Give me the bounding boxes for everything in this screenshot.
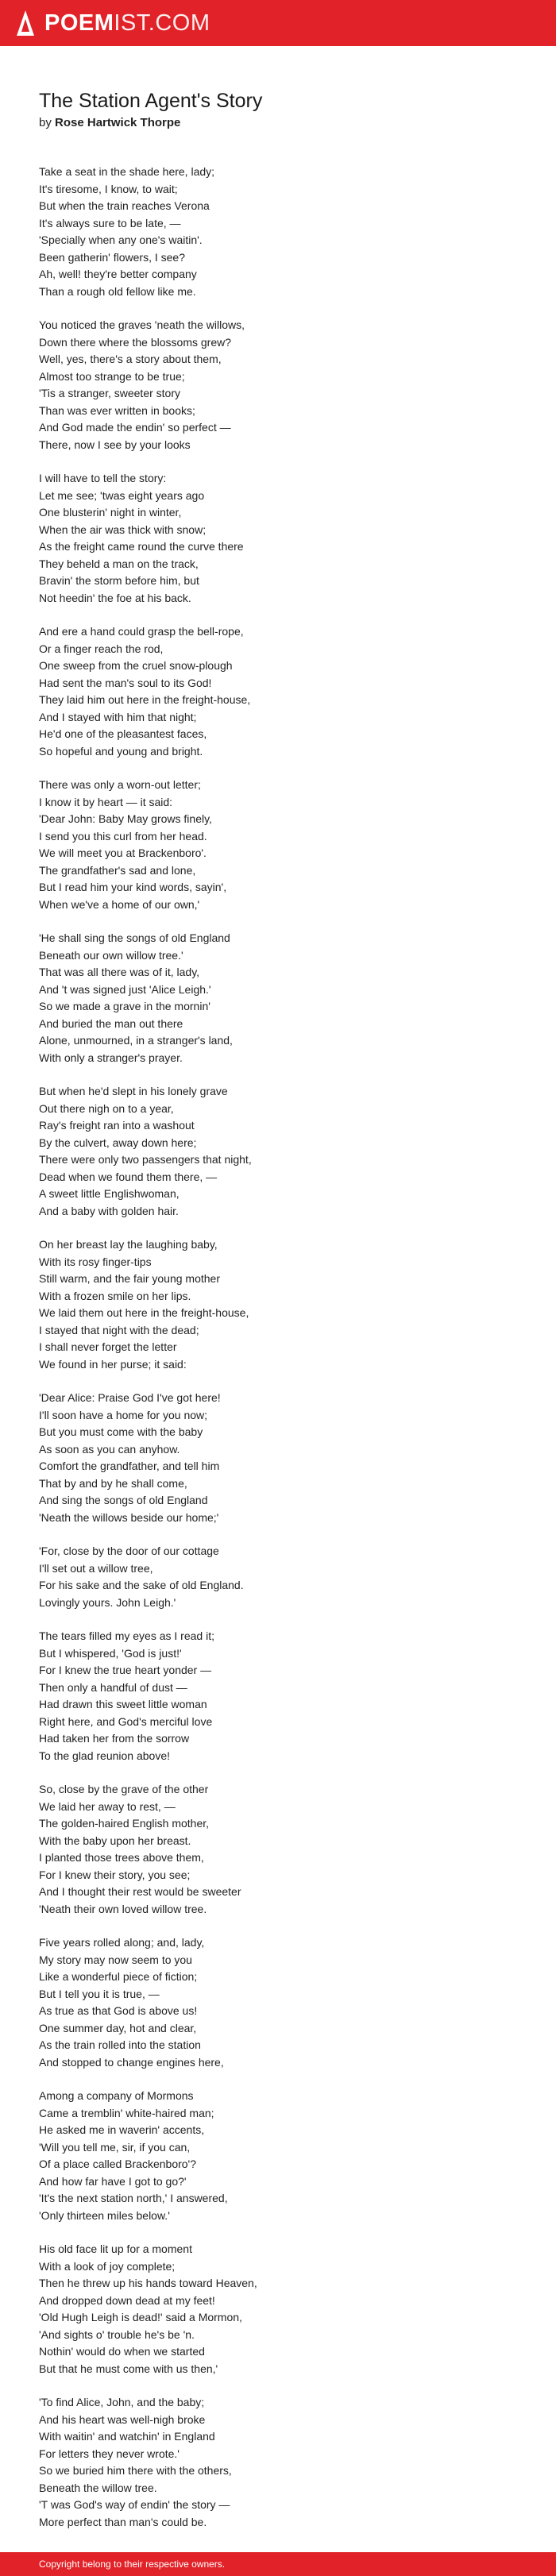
poem-line: Of a place called Brackenboro'? xyxy=(39,2158,197,2170)
stanza xyxy=(39,2241,515,2377)
poem-line: 'Specially when any one's waitin'. xyxy=(39,233,203,246)
poem-line: When the air was thick with snow; xyxy=(39,523,207,536)
poem-body xyxy=(39,164,515,2531)
poem-line: Or a finger reach the rod, xyxy=(39,642,164,655)
poem-line: 'He shall sing the songs of old England xyxy=(39,931,230,944)
poem-line: Down there where the blossoms grew? xyxy=(39,335,232,349)
poem-line: But I whispered, 'God is just!' xyxy=(39,1646,182,1660)
stanza xyxy=(39,1083,515,1220)
poem-line: 'Neath their own loved willow tree. xyxy=(39,1902,207,1915)
poem-line: One blusterin' night in winter, xyxy=(39,506,182,519)
poem-line: Beneath our own willow tree.' xyxy=(39,948,183,962)
poem-line: By the culvert, away down here; xyxy=(39,1136,197,1149)
poem-line: I know it by heart — it said: xyxy=(39,795,173,808)
poem-line: I stayed that night with the dead; xyxy=(39,1323,199,1336)
poem-line: And I thought their rest would be sweeter xyxy=(39,1885,241,1898)
poem-line: So we buried him there with the others, xyxy=(39,2464,232,2477)
poem-line: 'It's the next station north,' I answered, xyxy=(39,2192,228,2204)
stanza xyxy=(39,1934,515,2071)
poem-line: Out there nigh on to a year, xyxy=(39,1101,174,1115)
copyright-text: Copyright belong to their respective owners. xyxy=(39,2559,226,2570)
logo-text-bold: POEM xyxy=(44,10,114,36)
poem-line: And ere a hand could grasp the bell-rope, xyxy=(39,625,244,638)
stanza xyxy=(39,164,515,300)
poem-line: To the glad reunion above! xyxy=(39,1749,171,1762)
poem-line: Well, yes, there's a story about them, xyxy=(39,353,222,365)
poem-line: Comfort the grandfather, and tell him xyxy=(39,1460,220,1472)
poem-line: The tears filled my eyes as I read it; xyxy=(39,1629,214,1642)
poem-line: Been gatherin' flowers, I see? xyxy=(39,250,186,264)
poem-line: As true as that God is above us! xyxy=(39,2004,198,2017)
stanza xyxy=(39,930,515,1066)
by-label: by xyxy=(39,116,52,129)
poem-line: 'T was God's way of endin' the story — xyxy=(39,2498,230,2511)
poem-line: I planted those trees above them, xyxy=(39,1851,204,1864)
poem-line: 'Dear John: Baby May grows finely, xyxy=(39,812,212,825)
poem-line: Than a rough old fellow like me. xyxy=(39,284,196,298)
site-footer xyxy=(0,2552,556,2576)
poem-line: 'Will you tell me, sir, if you can, xyxy=(39,2140,191,2154)
poem-line: Take a seat in the shade here, lady; xyxy=(39,165,215,178)
poem-line: Bravin' the storm before him, but xyxy=(39,574,199,587)
poem-line: I shall never forget the letter xyxy=(39,1340,177,1353)
poem-line: When we've a home of our own,' xyxy=(39,897,200,911)
poem-line: But I tell you it is true, — xyxy=(39,1987,160,2000)
poem-line: Then only a handful of dust — xyxy=(39,1680,187,1694)
poem-line: And stopped to change engines here, xyxy=(39,2055,224,2069)
stanza xyxy=(39,1390,515,1526)
poem-line: Let me see; 'twas eight years ago xyxy=(39,488,205,502)
poem-line: For his sake and the sake of old England. xyxy=(39,1579,244,1591)
poem-line: The grandfather's sad and lone, xyxy=(39,863,196,877)
poem-line: One summer day, hot and clear, xyxy=(39,2021,197,2034)
poem-line: And sing the songs of old England xyxy=(39,1494,208,1506)
poem-line: So hopeful and young and bright. xyxy=(39,744,203,758)
poem-line: He'd one of the pleasantest faces, xyxy=(39,727,207,740)
poem-line: As the train rolled into the station xyxy=(39,2038,201,2051)
poem-line: Beneath the willow tree. xyxy=(39,2481,157,2494)
poem-line: Had drawn this sweet little woman xyxy=(39,1698,207,1710)
poem-line: 'Tis a stranger, sweeter story xyxy=(39,387,180,399)
poem-line: Five years rolled along; and, lady, xyxy=(39,1936,205,1949)
poem-line: Like a wonderful piece of fiction; xyxy=(39,1970,198,1983)
poem-line: Not heedin' the foe at his back. xyxy=(39,591,191,604)
author-link[interactable]: Rose Hartwick Thorpe xyxy=(55,116,181,129)
poem-line: For letters they never wrote.' xyxy=(39,2447,180,2460)
poem-line: But you must come with the baby xyxy=(39,1425,203,1438)
stanza xyxy=(39,1543,515,1611)
poem-line: And his heart was well-nigh broke xyxy=(39,2412,206,2426)
poem-line: Ray's freight ran into a washout xyxy=(39,1119,195,1132)
poem-line: With a look of joy complete; xyxy=(39,2259,176,2273)
poem-line: That was all there was of it, lady, xyxy=(39,966,200,978)
stanza xyxy=(39,2088,515,2224)
poem-line: There, now I see by your looks xyxy=(39,438,191,451)
poem-line: With waitin' and watchin' in England xyxy=(39,2430,215,2443)
poem-line: That by and by he shall come, xyxy=(39,1476,187,1490)
poem-line: We will meet you at Brackenboro'. xyxy=(39,846,207,859)
poem-line: There were only two passengers that night, xyxy=(39,1153,252,1166)
stanza xyxy=(39,623,515,760)
poem-line: More perfect than man's could be. xyxy=(39,2515,207,2528)
poem-line: They laid him out here in the freight-house, xyxy=(39,693,251,706)
poem-line: 'Neath the willows beside our home;' xyxy=(39,1510,219,1524)
poem-line: Alone, unmourned, in a stranger's land, xyxy=(39,1034,233,1047)
poem-line: And dropped down dead at my feet! xyxy=(39,2293,215,2307)
poem-line: With the baby upon her breast. xyxy=(39,1834,191,1847)
poem-line: I will have to tell the story: xyxy=(39,472,167,484)
poem-line: And a baby with golden hair. xyxy=(39,1204,179,1217)
poem-line: 'Only thirteen miles below.' xyxy=(39,2208,170,2222)
poem-line: 'To find Alice, John, and the baby; xyxy=(39,2396,205,2408)
poem-line: A sweet little Englishwoman, xyxy=(39,1187,180,1200)
site-logo-link[interactable] xyxy=(44,12,210,35)
poem-title: The Station Agent's Story xyxy=(39,90,263,112)
poem-line: One sweep from the cruel snow-plough xyxy=(39,659,233,672)
byline xyxy=(39,114,515,132)
poem-line: Than was ever written in books; xyxy=(39,403,195,417)
stanza xyxy=(39,1628,515,1764)
stanza xyxy=(39,777,515,913)
poem-article xyxy=(39,89,515,2547)
poem-line: So we made a grave in the mornin' xyxy=(39,1000,210,1012)
logo-text-light: IST.COM xyxy=(114,10,210,36)
poem-line: His old face lit up for a moment xyxy=(39,2242,192,2255)
poem-line: Still warm, and the fair young mother xyxy=(39,1272,220,1285)
poem-line: There was only a worn-out letter; xyxy=(39,778,201,791)
poemist-logo-icon[interactable] xyxy=(16,10,35,37)
poem-line: Ah, well! they're better company xyxy=(39,268,197,280)
poem-line: But when he'd slept in his lonely grave xyxy=(39,1085,228,1097)
poem-line: They beheld a man on the track, xyxy=(39,557,199,570)
poem-line: It's always sure to be late, — xyxy=(39,216,181,229)
poem-line: And God made the endin' so perfect — xyxy=(39,421,231,434)
poem-line: It's tiresome, I know, to wait; xyxy=(39,182,178,195)
poem-line: With only a stranger's prayer. xyxy=(39,1051,183,1064)
poem-line: Lovingly yours. John Leigh.' xyxy=(39,1595,176,1609)
site-header xyxy=(0,0,556,46)
poem-line: As the freight came round the curve there xyxy=(39,540,244,553)
poem-line: And 't was signed just 'Alice Leigh.' xyxy=(39,982,211,996)
poem-line: Nothin' would do when we started xyxy=(39,2345,205,2358)
poem-line: 'For, close by the door of our cottage xyxy=(39,1544,219,1557)
poem-line: Then he threw up his hands toward Heaven, xyxy=(39,2277,257,2289)
poem-line: My story may now seem to you xyxy=(39,1953,192,1966)
poem-line: I'll set out a willow tree, xyxy=(39,1561,153,1575)
poem-line: We found in her purse; it said: xyxy=(39,1357,187,1371)
poem-line: You noticed the graves 'neath the willows, xyxy=(39,318,245,331)
poem-line: Came a tremblin' white-haired man; xyxy=(39,2106,214,2119)
poem-line: He asked me in waverin' accents, xyxy=(39,2123,205,2136)
poem-line: So, close by the grave of the other xyxy=(39,1783,209,1795)
stanza xyxy=(39,1781,515,1918)
poem-line: 'Old Hugh Leigh is dead!' said a Mormon, xyxy=(39,2311,242,2323)
stanza xyxy=(39,470,515,607)
poem-line: Had taken her from the sorrow xyxy=(39,1732,190,1745)
poem-line: And buried the man out there xyxy=(39,1016,183,1030)
poem-line: For I knew the true heart yonder — xyxy=(39,1664,212,1676)
poem-line: With a frozen smile on her lips. xyxy=(39,1289,191,1302)
poem-line: On her breast lay the laughing baby, xyxy=(39,1238,218,1251)
poem-line: But I read him your kind words, sayin', xyxy=(39,881,227,893)
stanza xyxy=(39,1236,515,1373)
poem-line: Almost too strange to be true; xyxy=(39,369,185,383)
poem-line: Had sent the man's soul to its God! xyxy=(39,676,212,689)
poem-line: But that he must come with us then,' xyxy=(39,2362,218,2375)
poem-line: But when the train reaches Verona xyxy=(39,199,210,212)
poem-line: We laid them out here in the freight-house, xyxy=(39,1306,249,1319)
poem-line: I'll soon have a home for you now; xyxy=(39,1408,208,1421)
stanza xyxy=(39,317,515,453)
poem-line: As soon as you can anyhow. xyxy=(39,1442,180,1456)
poem-line: For I knew their story, you see; xyxy=(39,1868,191,1881)
poem-line: And I stayed with him that night; xyxy=(39,710,197,723)
stanza xyxy=(39,2394,515,2531)
poem-line: I send you this curl from her head. xyxy=(39,829,207,843)
poem-line: 'And sights o' trouble he's be 'n. xyxy=(39,2327,195,2341)
poem-line: With its rosy finger-tips xyxy=(39,1255,152,1268)
poem-line: 'Dear Alice: Praise God I've got here! xyxy=(39,1391,221,1404)
poem-line: Dead when we found them there, — xyxy=(39,1170,218,1183)
poem-line: The golden-haired English mother, xyxy=(39,1817,210,1830)
poem-line: And how far have I got to go?' xyxy=(39,2174,187,2188)
poem-line: Among a company of Mormons xyxy=(39,2089,194,2102)
poem-line: Right here, and God's merciful love xyxy=(39,1714,213,1728)
poem-line: We laid her away to rest, — xyxy=(39,1799,176,1813)
